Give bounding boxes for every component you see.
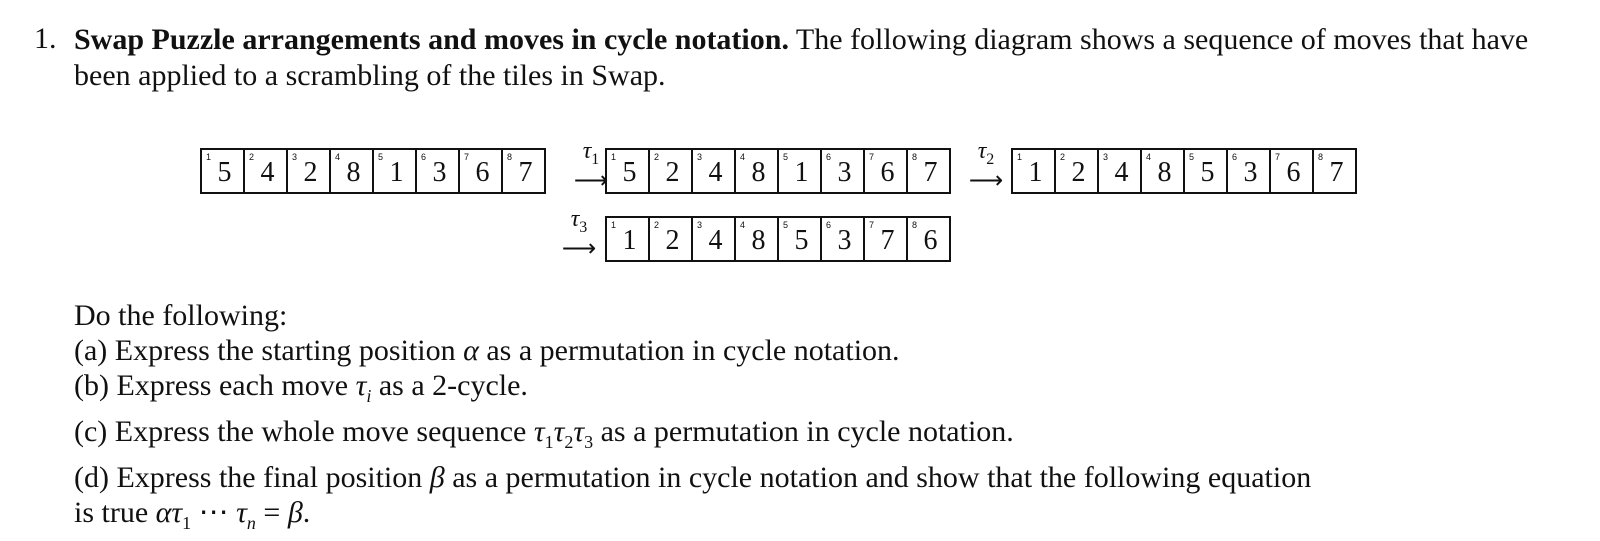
move-label: $\tau_3$ <box>570 206 588 236</box>
tile: 7 6 <box>460 148 503 194</box>
tile: 8 7 <box>908 148 951 194</box>
tile: 6 3 <box>822 148 865 194</box>
tile: 5 1 <box>779 148 822 194</box>
tile: 2 2 <box>650 216 693 262</box>
tile: 2 4 <box>245 148 288 194</box>
task-list <box>74 298 1544 541</box>
problem-number: 1. <box>34 22 57 55</box>
arrangement-after-move-1 <box>605 148 951 194</box>
tile: 4 8 <box>1142 148 1185 194</box>
tile: 7 6 <box>1271 148 1314 194</box>
tile: 6 3 <box>822 216 865 262</box>
task-a: (a) Express the starting position α as a permutation in cycle notation. <box>74 334 900 367</box>
tile: 2 2 <box>1056 148 1099 194</box>
tile: 6 3 <box>1228 148 1271 194</box>
move-tau-2 <box>966 138 1006 194</box>
tile: 6 3 <box>417 148 460 194</box>
tile: 1 5 <box>200 148 245 194</box>
move-label: $\tau_2$ <box>977 138 995 168</box>
tile: 4 8 <box>331 148 374 194</box>
tile: 4 8 <box>736 216 779 262</box>
tile: 7 7 <box>865 216 908 262</box>
tile: 3 2 <box>288 148 331 194</box>
tile: 1 5 <box>605 148 650 194</box>
arrangement-final <box>605 216 951 262</box>
tile: 8 7 <box>1314 148 1357 194</box>
task-c: (c) Express the whole move sequence $\tau_1\tau_2\tau_3$ as a permutation in cycle notation. <box>74 415 1014 452</box>
tile: 5 5 <box>779 216 822 262</box>
tile: 1 1 <box>605 216 650 262</box>
tile: 1 1 <box>1011 148 1056 194</box>
tile: 3 4 <box>1099 148 1142 194</box>
tile: 5 1 <box>374 148 417 194</box>
tile: 2 2 <box>650 148 693 194</box>
problem-intro <box>74 22 1534 94</box>
tile: 8 6 <box>908 216 951 262</box>
tile: 8 7 <box>503 148 546 194</box>
arrangement-start <box>200 148 546 194</box>
arrangement-after-move-2 <box>1011 148 1357 194</box>
move-tau-3 <box>559 206 599 262</box>
problem-title: Swap Puzzle arrangements and moves in cycle notation. <box>74 23 789 56</box>
tile: 4 8 <box>736 148 779 194</box>
task-d: (d) Express the final position β as a permutation in cycle notation and show that the following equation <box>74 461 1312 494</box>
move-label: $\tau_1$ <box>582 138 600 168</box>
tile: 3 4 <box>693 148 736 194</box>
tile: 3 4 <box>693 216 736 262</box>
right-arrow-icon: ⟶ <box>561 233 597 262</box>
tile: 5 5 <box>1185 148 1228 194</box>
task-d-equation: is true $\alpha\tau_1$ ⋯ $\tau_n = \beta$. <box>74 496 311 533</box>
tile: 7 6 <box>865 148 908 194</box>
tasks-lead: Do the following: <box>74 299 288 332</box>
right-arrow-icon: ⟶ <box>968 165 1004 194</box>
task-b: (b) Express each move $\tau_i$ as a 2-cycle. <box>74 369 528 406</box>
problem-intro-text: The following diagram shows a sequence of moves that have been applied to a scrambling of the tiles in Swap. <box>74 23 1529 92</box>
right-arrow-icon: ⟶ <box>573 165 609 194</box>
